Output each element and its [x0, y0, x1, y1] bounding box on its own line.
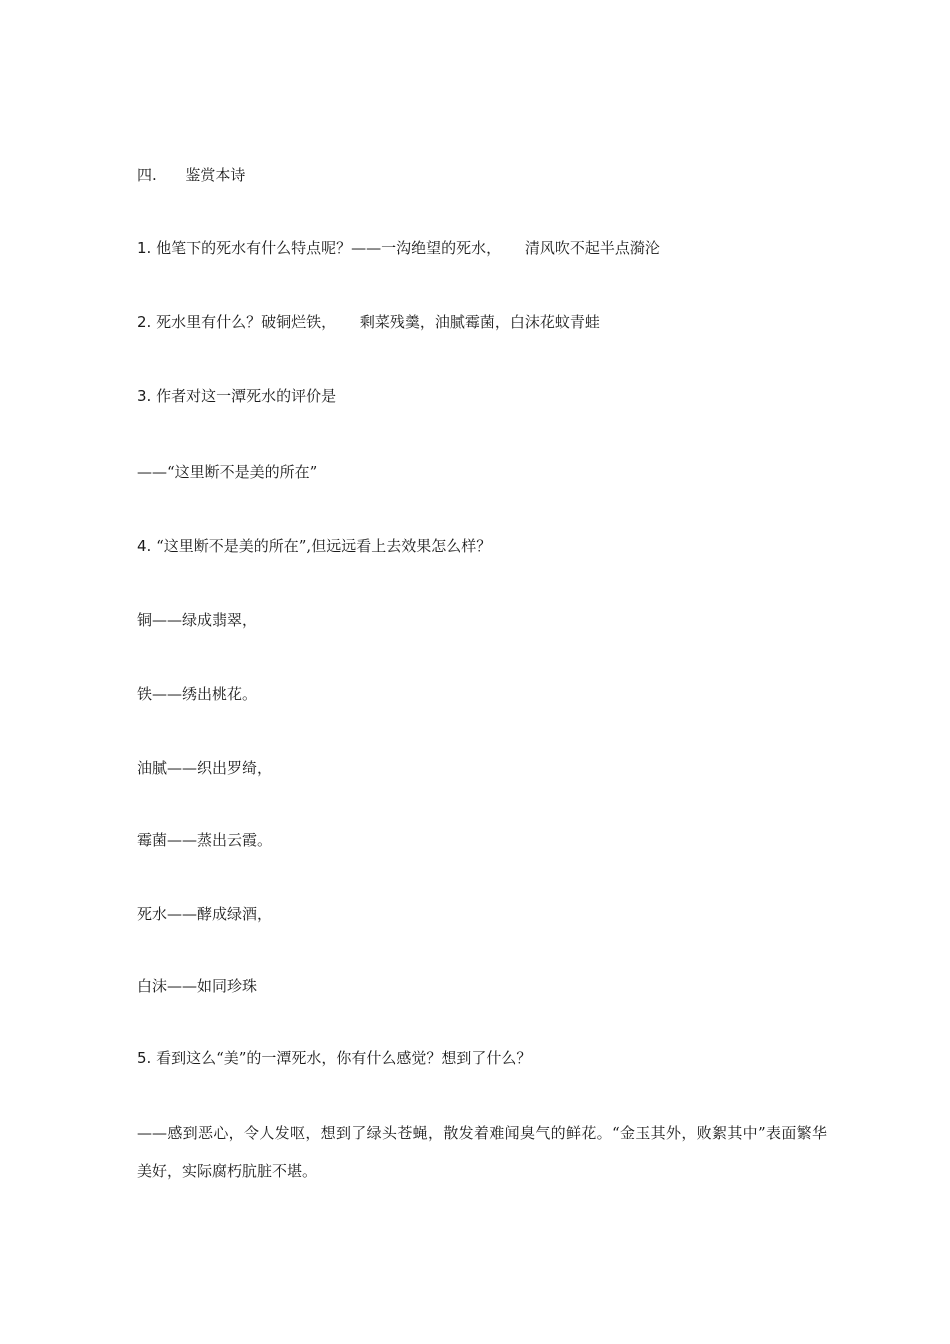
- question-1: [137, 237, 827, 259]
- question-text: 死水里有什么？破铜烂铁， 剩菜残羹，油腻霉菌，白沫花蚊青蛙: [156, 313, 600, 331]
- question-number: 4.: [137, 537, 152, 555]
- question-number: 1.: [137, 239, 152, 257]
- imagery-pair-foam: 白沫——如同珍珠: [137, 977, 258, 995]
- answer-3: ——“这里断不是美的所在”: [137, 463, 318, 481]
- imagery-pair-mold: 霉菌——蒸出云霞。: [137, 831, 273, 849]
- imagery-pair-grease: 油腻——织出罗绮，: [137, 759, 273, 777]
- question-text: “这里断不是美的所在”,但远远看上去效果怎么样？: [156, 537, 492, 555]
- question-text: 作者对这一潭死水的评价是: [156, 387, 337, 405]
- section-title: 四. 鉴赏本诗: [137, 166, 246, 184]
- answer-5: ——感到恶心，令人发呕，想到了绿头苍蝇，散发着难闻臭气的鲜花。“金玉其外，败絮其中”表面繁华美好，实际腐朽肮脏不堪。: [137, 1124, 827, 1180]
- question-2: [137, 311, 827, 333]
- imagery-pair-dead-water: 死水——酵成绿酒，: [137, 905, 273, 923]
- question-number: 5.: [137, 1049, 152, 1067]
- question-4: [137, 535, 827, 557]
- question-text: 他笔下的死水有什么特点呢？——一沟绝望的死水， 清风吹不起半点漪沦: [156, 239, 660, 257]
- question-5: [137, 1047, 827, 1069]
- question-number: 3.: [137, 387, 152, 405]
- question-number: 2.: [137, 313, 152, 331]
- imagery-pair-copper: 铜——绿成翡翠，: [137, 611, 258, 629]
- imagery-pair-iron: 铁——绣出桃花。: [137, 685, 258, 703]
- question-text: 看到这么“美”的一潭死水，你有什么感觉？想到了什么？: [156, 1049, 532, 1067]
- question-3: [137, 385, 827, 407]
